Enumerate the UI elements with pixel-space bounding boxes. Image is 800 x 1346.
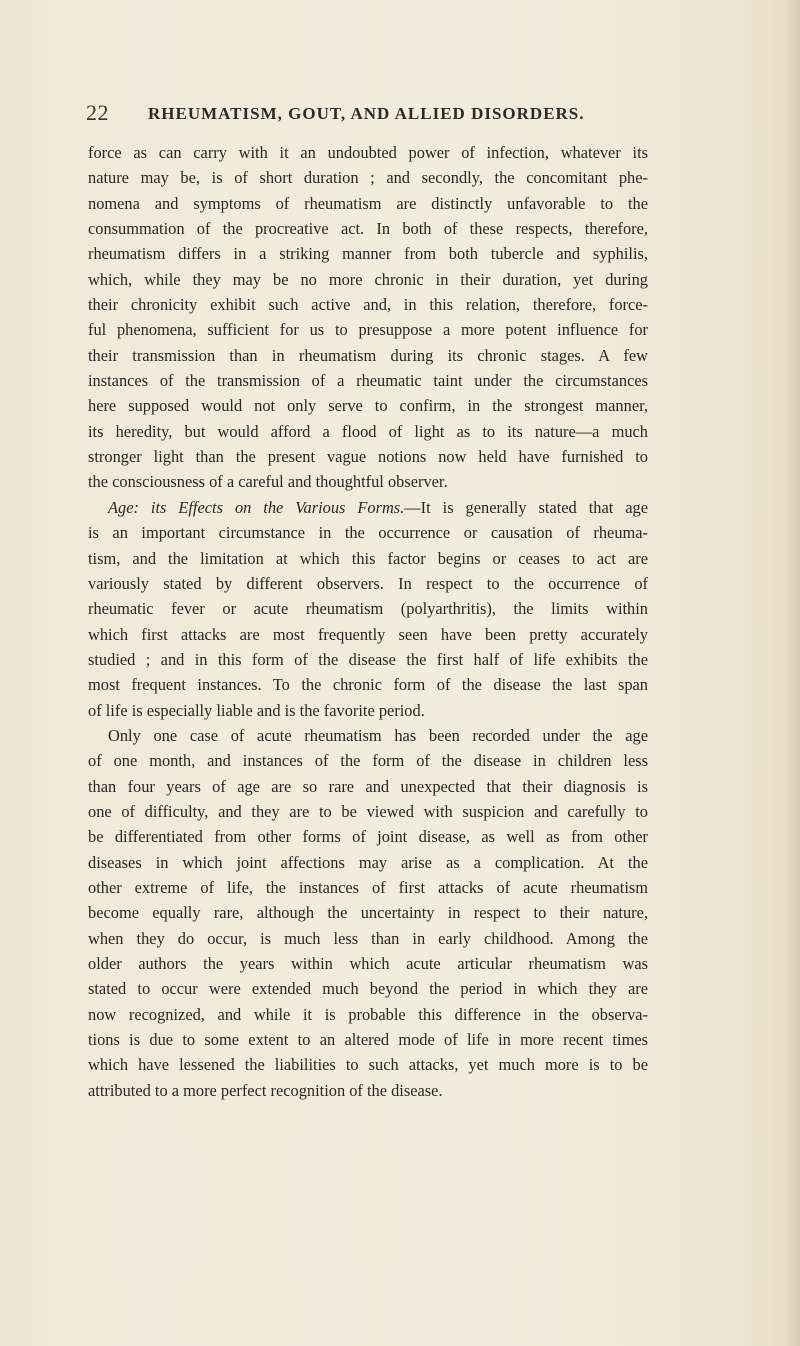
page-number: 22 [86,100,109,125]
text-line: now recognized, and while it is probable this difference in the observa- [88,1004,648,1024]
page-header [86,102,646,132]
paragraph-2 [88,495,648,723]
text-line: studied ; and in this form of the disease the first half of life exhibits the [88,649,648,669]
text-line: attributed to a more perfect recognition of the disease. [88,1080,443,1100]
text-line: instances of the transmission of a rheumatic taint under the circumstances [88,371,648,391]
text-line: tions is due to some extent to an altered mode of life in more recent times [88,1030,648,1050]
text-line: of one month, and instances of the form of the disease in children less [88,751,648,771]
text-line: tism, and the limitation at which this factor begins or ceases to act are [88,548,648,568]
text-line [88,495,648,520]
text-line: when they do occur, is much less than in early childhood. Among the [88,928,648,948]
text-line: consummation of the procreative act. In both of these respects, therefore, [88,219,648,239]
text-line: here supposed would not only serve to confirm, in the strongest manner, [88,396,648,416]
text-line: which first attacks are most frequently seen have been pretty accurately [88,624,648,644]
text-line: other extreme of life, the instances of first attacks of acute rheumatism [88,877,648,897]
body-text [88,140,648,1103]
text-line: be differentiated from other forms of joint disease, as well as from other [88,827,648,847]
heading-continuation: —It is generally stated that age [404,497,648,517]
text-line: its heredity, but would afford a flood of light as to its nature—a much [88,421,648,441]
text-line: diseases in which joint affections may arise as a complication. At the [88,852,648,872]
text-line: one of difficulty, and they are to be viewed with suspicion and carefully to [88,801,648,821]
page-edge-shadow [786,0,800,1346]
text-line: of life is especially liable and is the favorite period. [88,700,425,720]
text-line: force as can carry with it an undoubted power of infection, whatever its [88,143,648,162]
text-line: the consciousness of a careful and thoughtful observer. [88,472,448,492]
text-line: nature may be, is of short duration ; and secondly, the concomitant phe- [88,168,648,188]
text-line: Only one case of acute rheumatism has been recorded under the age [108,725,648,745]
text-line: which have lessened the liabilities to such attacks, yet much more is to be [88,1055,648,1075]
text-line: variously stated by different observers. In respect to the occurrence of [88,573,648,593]
text-line: is an important circumstance in the occurrence or causation of rheuma- [88,523,648,543]
text-line: their chronicity exhibit such active and, in this relation, therefore, force- [88,295,648,315]
running-head: RHEUMATISM, GOUT, AND ALLIED DISORDERS. [148,104,585,123]
text-line: their transmission than in rheumatism during its chronic stages. A few [88,345,648,365]
text-line: stronger light than the present vague notions now held have furnished to [88,447,648,467]
text-line: become equally rare, although the uncertainty in respect to their nature, [88,903,648,923]
text-line: rheumatism differs in a striking manner from both tubercle and syphilis, [88,244,648,264]
text-line: which, while they may be no more chronic in their duration, yet during [88,269,648,289]
text-line: nomena and symptoms of rheumatism are distinctly unfavorable to the [88,193,648,213]
text-line: older authors the years within which acute articular rheumatism was [88,954,648,973]
text-line: rheumatic fever or acute rheumatism (polyarthritis), the limits within [88,599,648,619]
text-line: than four years of age are so rare and unexpected that their diagnosis is [88,776,648,796]
paragraph-1 [88,140,648,495]
text-line: ful phenomena, sufficient for us to presuppose a more potent influence for [88,320,648,340]
text-line: most frequent instances. To the chronic form of the disease the last span [88,675,648,695]
paragraph-3 [88,723,648,1103]
section-heading: Age: its Effects on the Various Forms. [108,497,405,517]
text-line: stated to occur were extended much beyond the period in which they are [88,979,648,999]
